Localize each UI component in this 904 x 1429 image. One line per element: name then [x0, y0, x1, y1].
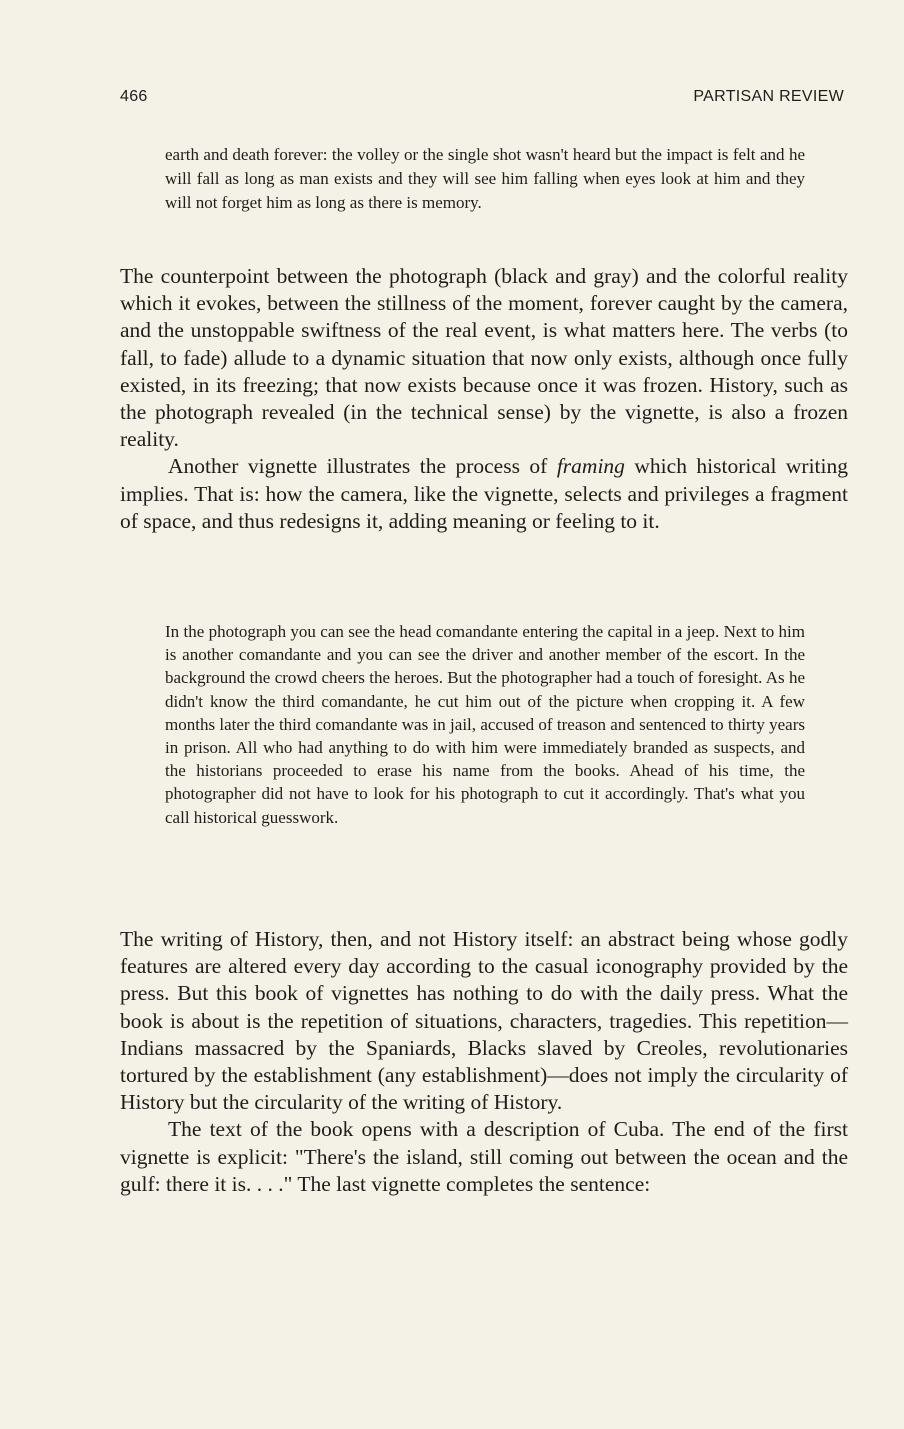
page-header	[120, 88, 844, 112]
page-number: 466	[120, 88, 148, 105]
paragraph-writing-of-history: The writing of History, then, and not History itself: an abstract being whose godly features are altered every day according to the casual iconography provided by the press. But this book of vignettes has nothing to do with the daily press. What the book is about is the repetition of situations, characters, tragedies. This repetition—Indians massacred by the Spaniards, Blacks slaved by Creoles, revolutionaries tortured by the establishment (any establishment)—does not imply the circularity of History but the circularity of the writing of History.	[120, 927, 848, 1115]
paragraph-framing	[120, 453, 848, 535]
body-text-upper	[120, 263, 848, 535]
block-quote-first: earth and death forever: the volley or the single shot wasn't heard but the impact is felt and he will fall as long as man exists and they will see him falling when eyes look at him and they will not forget him as long as there is memory.	[165, 145, 805, 212]
block-quote-photograph: In the photograph you can see the head comandante entering the capital in a jeep. Next to him is another comandante and you can see the driver and another member of the escort. In the background the crowd cheers the heroes. But the photographer had a touch of foresight. As he didn't know the third comandante, he cut him out of the picture when cropping it. A few months later the third comandante was in jail, accused of treason and sentenced to thirty years in prison. All who had anything to do with him were immediately branded as suspects, and the historians proceeded to erase his name from the books. Ahead of his time, the photographer did not have to look for his photograph to cut it accordingly. That's what you call historical guesswork.	[165, 622, 805, 827]
paragraph-framing-end: which historical writing implies. That is: how the camera, like the vignette, selects and privileges a fragment of space, and thus redesigns it, adding meaning or feeling to it.	[120, 454, 849, 533]
running-head: PARTISAN REVIEW	[693, 88, 844, 105]
paragraph-framing-start: Another vignette illustrates the process of	[168, 454, 557, 479]
body-text-lower	[120, 926, 848, 1198]
paragraph-counterpoint: The counterpoint between the photograph (black and gray) and the colorful reality which it evokes, between the stillness of the moment, forever caught by the camera, and the unstoppable swiftness of the real event, is what matters here. The verbs (to fall, to fade) allude to a dynamic situation that now only exists, although once fully existed, in its freezing; that now exists because once it was frozen. History, such as the photograph revealed (in the technical sense) by the vignette, is also a frozen reality.	[120, 264, 848, 452]
paragraph-cuba: The text of the book opens with a description of Cuba. The end of the first vignette is explicit: "There's the island, still coming out between the ocean and the gulf: there it is. . . ." The last vignette completes the sentence:	[120, 1117, 848, 1196]
framing-emphasis: framing	[556, 454, 625, 479]
